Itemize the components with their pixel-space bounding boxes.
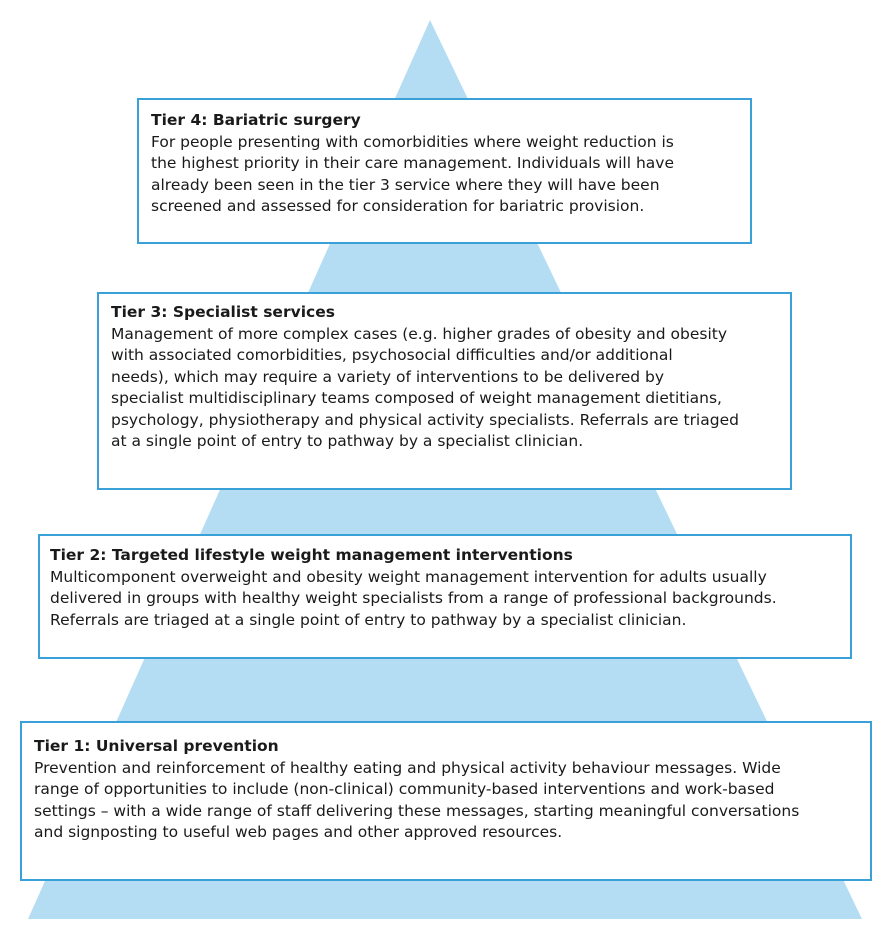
tier-1-line: and signposting to useful web pages and other approved resources. [34, 823, 563, 841]
tier-3-line: with associated comorbidities, psychosocial difficulties and/or additional [111, 346, 673, 364]
tier-3-line: psychology, physiotherapy and physical activity specialists. Referrals are triaged [111, 410, 739, 429]
tier-4-line: For people presenting with comorbidities where weight reduction is [151, 132, 674, 151]
tier-3-line: specialist multidisciplinary teams composed of weight management dietitians, [111, 389, 722, 407]
tier-3-line: at a single point of entry to pathway by a specialist clinician. [111, 432, 584, 450]
tier-2-box [38, 534, 852, 659]
tier-1-line: Prevention and reinforcement of healthy eating and physical activity behaviour messages. Wide [34, 758, 781, 777]
tier-2-line: Multicomponent overweight and obesity weight management intervention for adults usually [50, 567, 767, 586]
tier-2-line: Referrals are triaged at a single point of entry to pathway by a specialist clinician. [50, 610, 687, 629]
tier-2-title: Tier 2: Targeted lifestyle weight management interventions [50, 546, 573, 564]
tier-4-line: the highest priority in their care management. Individuals will have [151, 154, 674, 172]
tier-2-line: delivered in groups with healthy weight specialists from a range of professional backgrounds. [50, 589, 777, 607]
tier-3-line: Management of more complex cases (e.g. higher grades of obesity and obesity [111, 324, 728, 343]
tier-1-title: Tier 1: Universal prevention [34, 737, 279, 755]
tier-4-line: already been seen in the tier 3 service where they will have been [151, 175, 660, 194]
tier-1-line: range of opportunities to include (non-clinical) community-based interventions and work-based [34, 780, 775, 798]
tier-4-title: Tier 4: Bariatric surgery [151, 111, 361, 129]
tier-4-box [137, 98, 752, 244]
tier-3-title: Tier 3: Specialist services [111, 303, 335, 321]
tier-4-line: screened and assessed for consideration for bariatric provision. [151, 197, 645, 215]
tier-3-box [97, 292, 792, 490]
tier-1-line: settings – with a wide range of staff delivering these messages, starting meaningful conversations [34, 801, 800, 820]
tier-3-line: needs), which may require a variety of interventions to be delivered by [111, 367, 665, 386]
tier-1-box [20, 721, 872, 881]
